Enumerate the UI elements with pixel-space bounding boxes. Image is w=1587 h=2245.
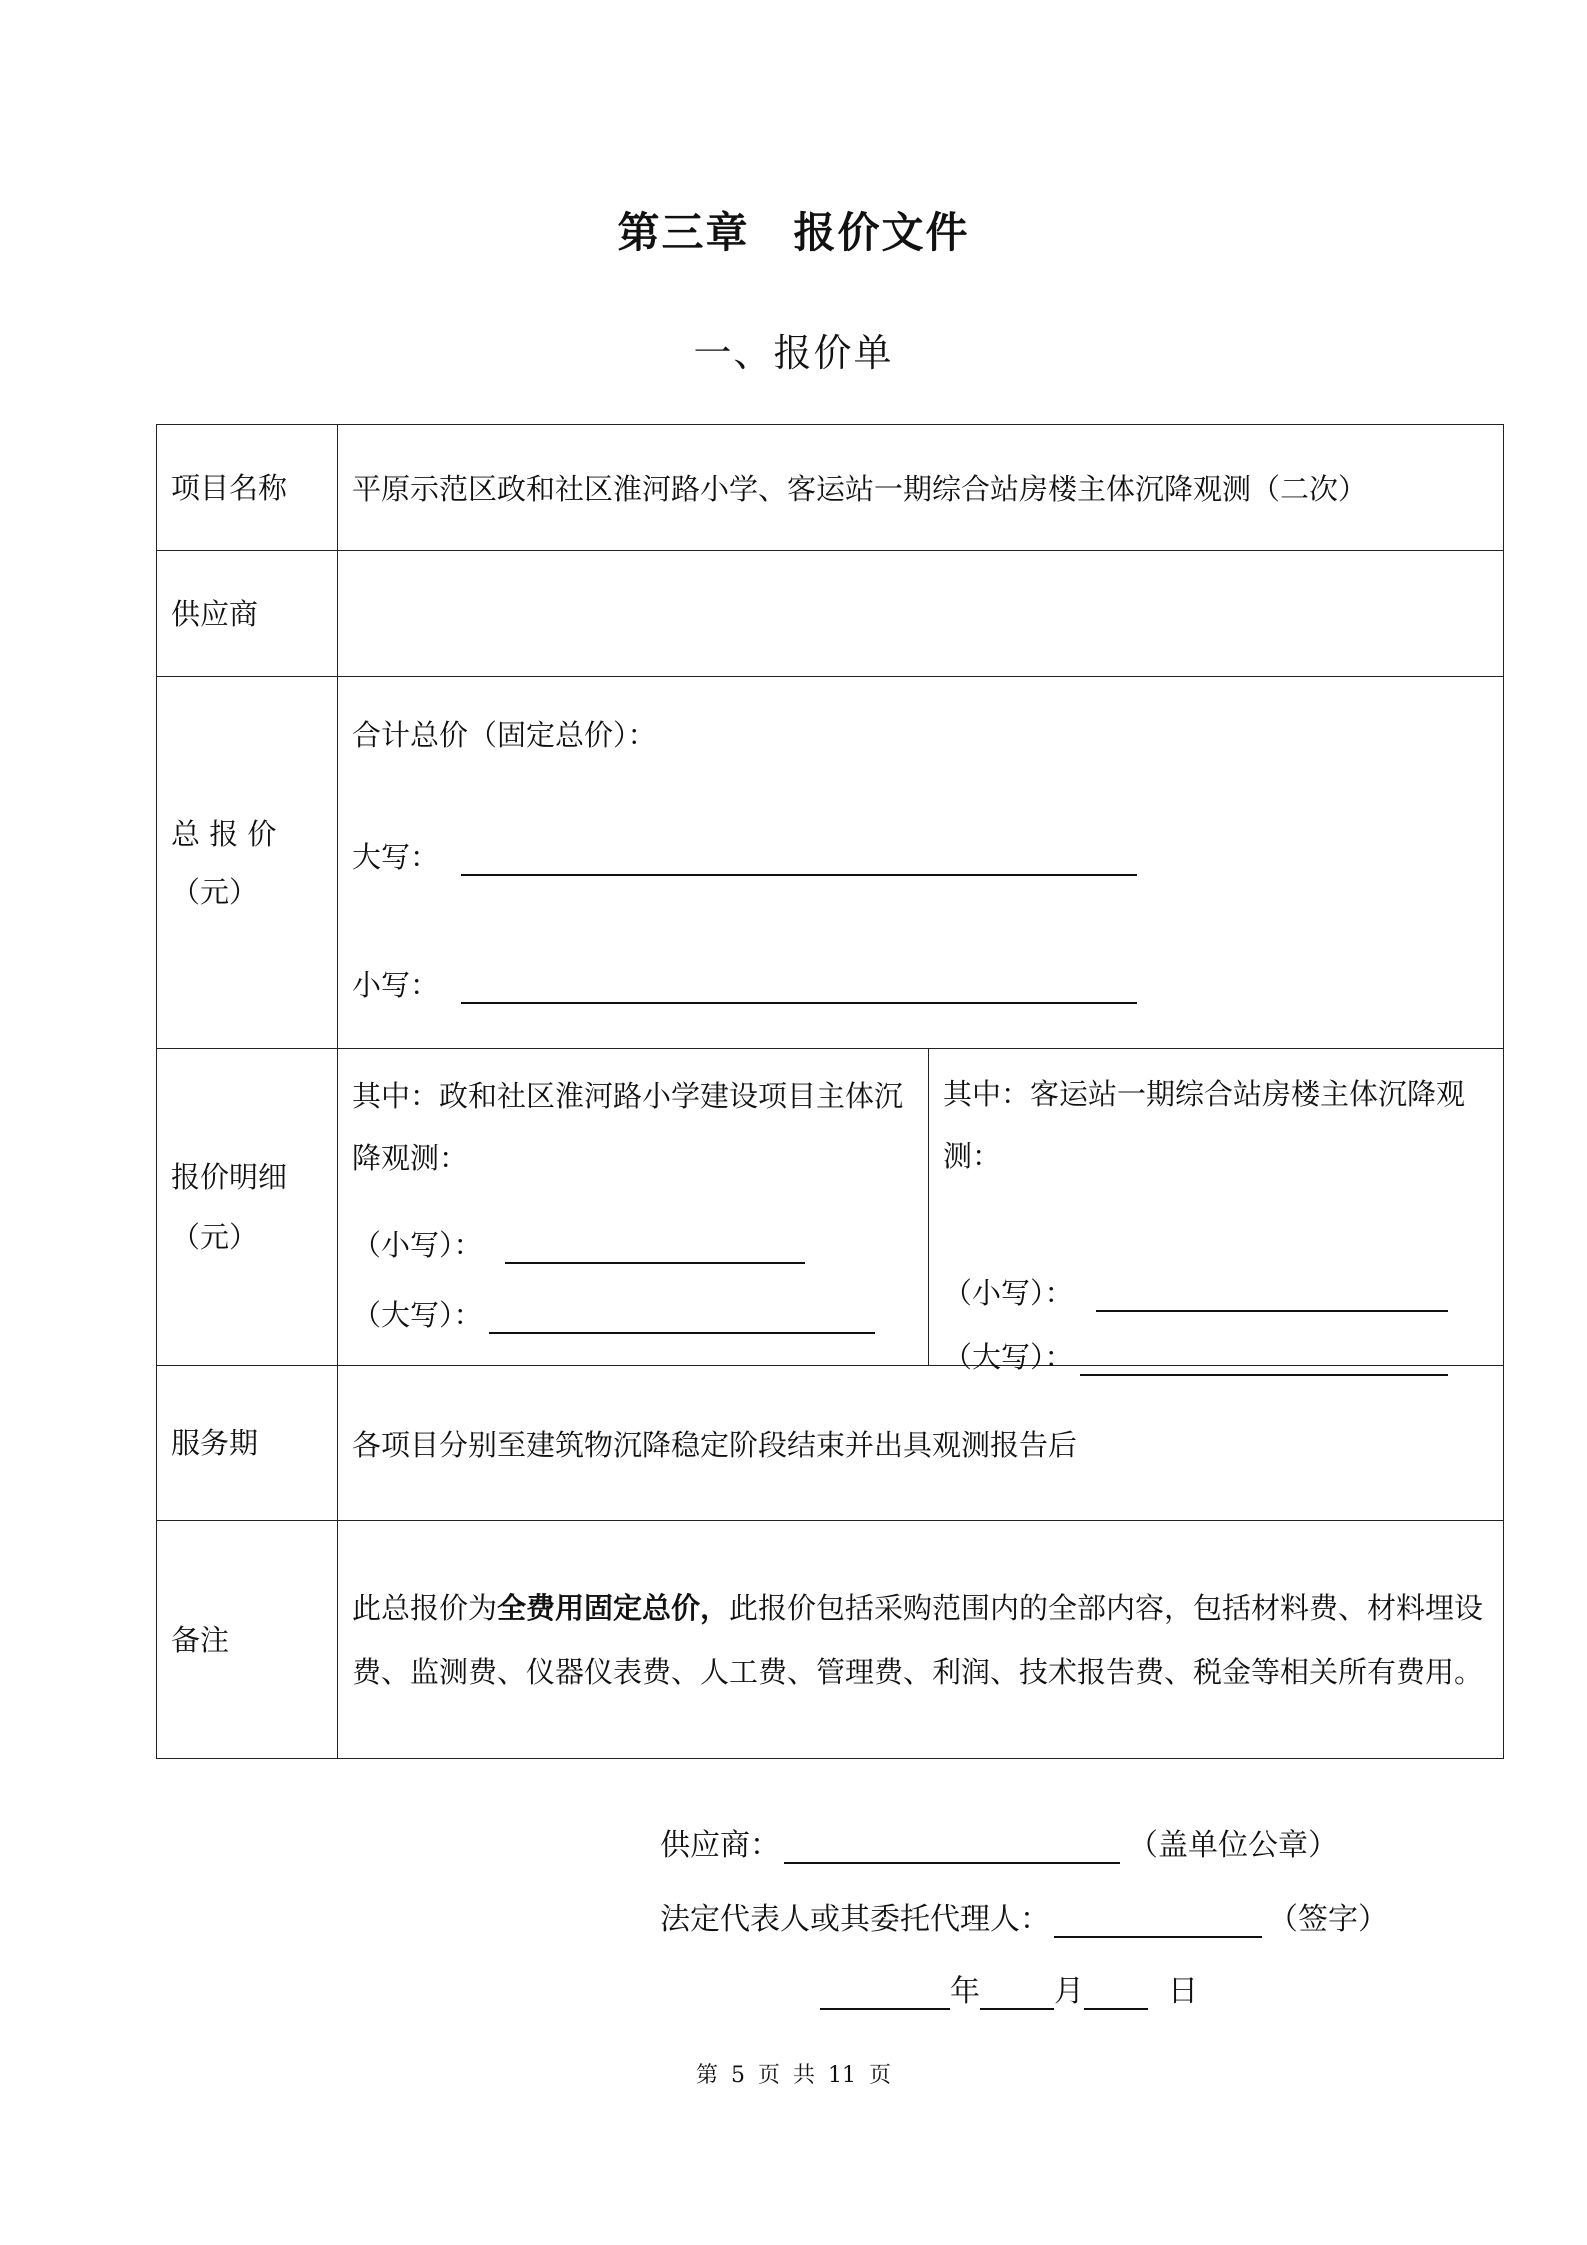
project-name-value: 平原示范区政和社区淮河路小学、客运站一期综合站房楼主体沉降观测（二次） (338, 425, 1504, 551)
detail-left-upper-field[interactable] (489, 1302, 875, 1334)
detail-right-title: 其中：客运站一期综合站房楼主体沉降观测： (943, 1077, 1466, 1173)
service-value: 各项目分别至建筑物沉降稳定阶段结束并出具观测报告后 (338, 1366, 1504, 1521)
remark-text (338, 1521, 1504, 1759)
detail-right (928, 1049, 1503, 1374)
detail-right-lower-field[interactable] (1096, 1280, 1448, 1312)
detail-label: 报价明细 (171, 1160, 288, 1194)
sign-year-field[interactable] (820, 1978, 950, 2010)
sign-year-label: 年 (950, 1974, 980, 2009)
detail-left-lower-field[interactable] (505, 1232, 805, 1264)
supplier-label: 供应商 (157, 551, 338, 677)
table-row (157, 1521, 1504, 1759)
table-row (157, 1366, 1504, 1521)
table-row (157, 1049, 1504, 1366)
detail-left-title: 其中：政和社区淮河路小学建设项目主体沉降观测： (352, 1079, 904, 1175)
quote-table (156, 424, 1504, 1759)
total-fixed-label: 合计总价（固定总价）： (352, 718, 657, 752)
sign-rep-label: 法定代表人或其委托代理人： (660, 1902, 1050, 1937)
detail-right-upper-field[interactable] (1080, 1344, 1448, 1376)
detail-left-upper-label: （大写）： (352, 1298, 483, 1332)
sign-supplier-field[interactable] (784, 1832, 1120, 1864)
total-label: 总 报 价 (171, 816, 277, 851)
remark-prefix: 此总报价为 (352, 1590, 498, 1625)
sign-rep-field[interactable] (1054, 1906, 1262, 1938)
sign-day-field[interactable] (1084, 1978, 1148, 2010)
remark-bold: 全费用固定总价， (497, 1590, 730, 1625)
sign-rep-note: （签字） (1268, 1902, 1388, 1937)
supplier-field[interactable] (338, 551, 1504, 677)
project-name-label: 项目名称 (157, 425, 338, 551)
total-unit-label: （元） (171, 874, 259, 909)
remark-label: 备注 (157, 1521, 338, 1759)
remark-suffix: 此报价包括采购范围内的全部内容，包括材料费、材料埋设费、监测费、仪器仪表费、人工费、管理费、利润、技术报告费、税金等相关所有费用。 (352, 1590, 1484, 1689)
detail-unit-label: （元） (171, 1220, 259, 1254)
sign-supplier-label: 供应商： (660, 1828, 780, 1863)
table-row (157, 425, 1504, 551)
chapter-title: 第三章 报价文件 (617, 208, 970, 257)
table-row (157, 677, 1504, 1049)
sign-day-label: 日 (1168, 1974, 1198, 2009)
sign-supplier-note: （盖单位公章） (1128, 1828, 1338, 1863)
detail-right-lower-label: （小写）： (943, 1276, 1074, 1310)
page-number: 第 5 页 共 11 页 (696, 2063, 891, 2088)
detail-right-upper-label: （大写）： (943, 1340, 1074, 1374)
total-upper-field[interactable] (461, 844, 1137, 876)
section-title: 一、报价单 (693, 331, 894, 375)
sign-month-field[interactable] (980, 1978, 1054, 2010)
total-lower-label: 小写： (352, 968, 440, 1002)
total-upper-label: 大写： (352, 840, 440, 874)
table-row (157, 551, 1504, 677)
service-label: 服务期 (157, 1366, 338, 1521)
detail-left (338, 1049, 928, 1365)
total-lower-field[interactable] (461, 972, 1137, 1004)
detail-left-lower-label: （小写）： (352, 1228, 483, 1262)
sign-month-label: 月 (1054, 1974, 1084, 2009)
